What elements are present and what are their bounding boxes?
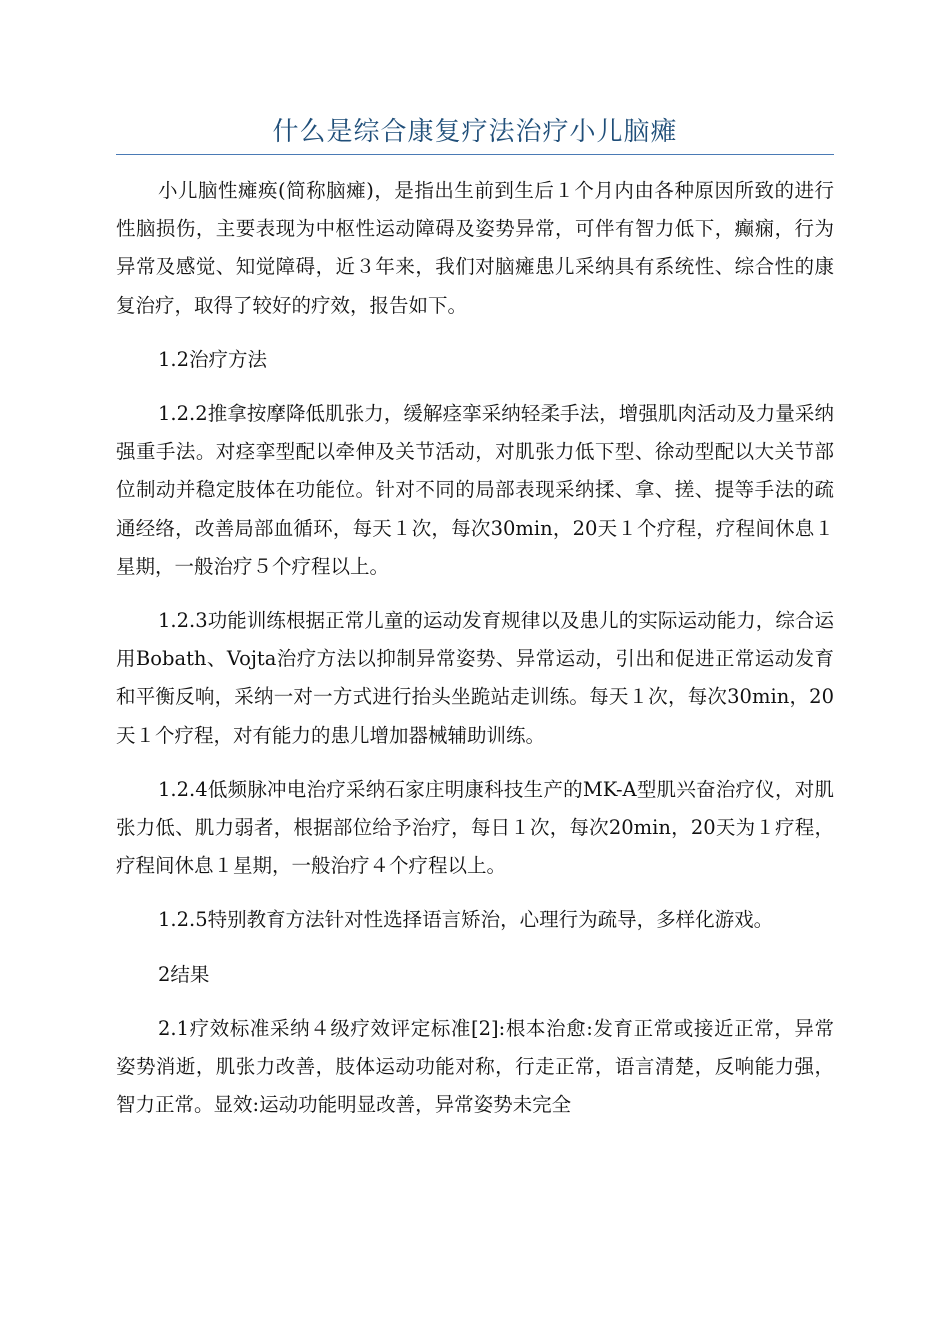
paragraph-electrotherapy: 1.2.4低频脉冲电治疗采纳石家庄明康科技生产的MK-A型肌兴奋治疗仪，对肌张力低、肌力弱者，根据部位给予治疗，每日１次，每次20min，20天为１疗程，疗程间休息１星期，一般治疗４个疗程以上。 [116,777,834,878]
paragraph-special-education: 1.2.5特别教育方法针对性选择语言矫治，心理行为疏导，多样化游戏。 [158,908,774,932]
paragraph-massage: 1.2.2推拿按摩降低肌张力，缓解痉挛采纳轻柔手法，增强肌肉活动及力量采纳强重手法。对痉挛型配以牵伸及关节活动，对肌张力低下型、徐动型配以大关节部位制动并稳定肢体在功能位。针对不同的局部表现采纳揉、拿、搓、提等手法的疏通经络，改善局部血循环，每天１次，每次30min，20天１个疗程，疗程间休息１星期，一般治疗５个疗程以上。 [116,402,834,578]
document-title: 什么是综合康复疗法治疗小儿脑瘫 [272,117,678,147]
paragraph-intro: 小儿脑性瘫痪(简称脑瘫)，是指出生前到生后１个月内由各种原因所致的进行性脑损伤，主要表现为中枢性运动障碍及姿势异常，可伴有智力低下，癫痫，行为异常及感觉、知觉障碍，近３年来，我们对脑瘫患儿采纳具有系统性、综合性的康复治疗，取得了较好的疗效，报告如下。 [116,179,834,317]
section-heading-results: 2结果 [158,962,210,986]
paragraph-functional-training: 1.2.3功能训练根据正常儿童的运动发育规律以及患儿的实际运动能力，综合运用Bobath、Vojta治疗方法以抑制异常姿势、异常运动，引出和促进正常运动发育和平衡反响，采纳一对一方式进行抬头坐跪站走训练。每天１次，每次30min，20天１个疗程，对有能力的患儿增加器械辅助训练。 [116,609,834,747]
title-underline [116,154,834,155]
section-heading-treatment-methods: 1.2治疗方法 [158,347,268,371]
document-body [116,172,834,1140]
paragraph-efficacy-criteria: 2.1疗效标准采纳４级疗效评定标准[2]:根本治愈:发育正常或接近正常，异常姿势消逝，肌张力改善，肢体运动功能对称，行走正常，语言清楚，反响能力强，智力正常。显效:运动功能明显改善，异常姿势未完全 [116,1016,834,1117]
